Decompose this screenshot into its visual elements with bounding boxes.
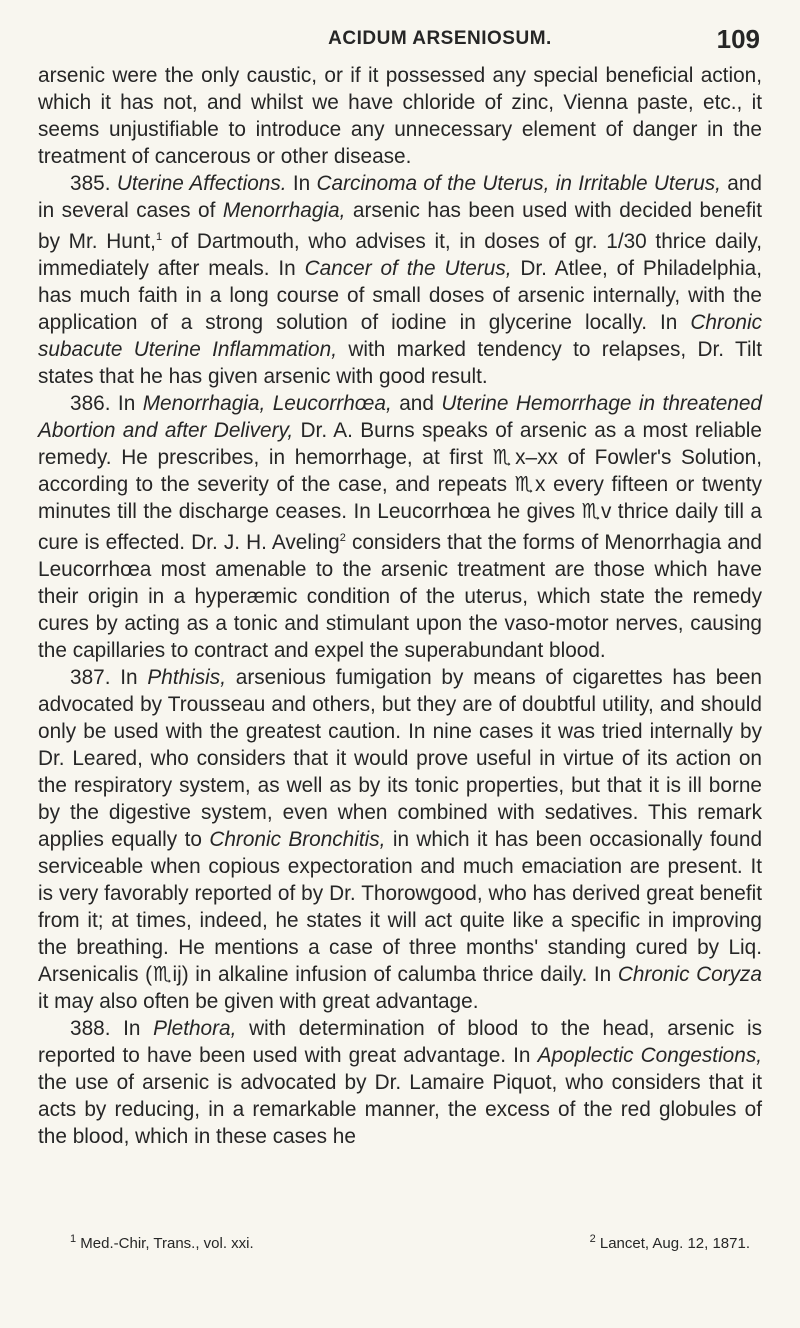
footnote-2 (590, 1233, 750, 1252)
text-run: considers that the forms of Menorrhagia and Leucorrhœa most amenable to the arsenic treatment are those which have their origin in a hyperæmic condition of the uterus, which state the remedy cures by acting as a tonic and stimulant upon the vaso-motor nerves, causing the capillaries to contract and expel the superabundant blood. (38, 530, 762, 662)
italic-term: Uterine Affections. (116, 172, 287, 195)
footnote-ref: 1 (155, 231, 163, 243)
paragraph-387 (38, 664, 762, 1015)
text-run: Dr. A. Burns speaks of arsenic as a most reliable remedy. He prescribes, in hemorrhage, at first ♏x–xx of Fowler's Solution, according to the severity of the case, and repeats ♏x every fifteen or twenty minutes till the discharge ceases. In Leucorrhœa he gives ♏v thrice daily till a cure is effected. Dr. J. H. Aveling (38, 418, 762, 554)
text-run: Dr. Atlee, of Philadelphia, has much faith in a long course of small doses of arsenic internally, with the application of a strong solution of iodine in glycerine locally. In (38, 256, 762, 334)
text-run: and in several cases of (38, 172, 762, 222)
page-header (160, 24, 760, 58)
footnote-mark: 2 (589, 1233, 596, 1245)
italic-term: Chronic subacute Uterine Inflammation, (38, 310, 762, 361)
italic-term: Menorrhagia, Leucorrhœa, (142, 391, 392, 415)
text-run: in which it has been occasionally found serviceable when copious expectoration and much emaciation are present. It is very favorably reported of by Dr. Thorowgood, who has derived great benefit from it; at times, indeed, he states it will act quite like a specific in improving the breathing. He mentions a case of three months' standing cured by Liq. Arsenicalis (♏ij) in alkaline infusion of calumba thrice daily. In (38, 827, 763, 986)
text-run: In (286, 172, 317, 195)
page-number: 109 (716, 24, 760, 54)
text-run: arsenious fumigation by means of cigarettes has been advocated by Trousseau and others, but they are of doubtful utility, and should only be used with the greatest caution. In nine cases it was tried internally by Dr. Leared, who considers that it would prove useful in virtue of its action on the respiratory system, as well as by its tonic properties, but that it is ill borne by the digestive system, even when combined with sedatives. This remark applies equally to (38, 665, 762, 851)
text-run: arsenic were the only caustic, or if it possessed any special beneficial action, which it has not, and whilst we have chloride of zinc, Vienna paste, etc., it seems unjustifiable to introduce any unnecessary element of danger in the treatment of cancerous or other disease. (38, 64, 762, 168)
text-run: arsenic has been used with decided benefit by Mr. Hunt, (38, 199, 762, 253)
body-text (38, 62, 762, 1150)
text-run: of Dartmouth, who advises it, in doses of gr. 1/30 thrice daily, immediately after meals. In (38, 229, 762, 280)
italic-term: Apoplectic Congestions, (537, 1043, 762, 1067)
text-run: with marked tendency to relapses, Dr. Tilt states that he has given arsenic with good result. (38, 337, 762, 388)
text-run: 388. In (70, 1016, 154, 1040)
italic-term: Menorrhagia, (222, 199, 346, 222)
footnotes (70, 1233, 750, 1252)
footnote-mark: 1 (70, 1233, 77, 1245)
text-run: 385. (70, 172, 117, 195)
paragraph-continued (38, 62, 762, 170)
paragraph-386 (38, 390, 762, 664)
text-run: the use of arsenic is advocated by Dr. Lamaire Piquot, who considers that it acts by reducing, in a remarkable manner, the excess of the red globules of the blood, which in these cases he (38, 1070, 762, 1148)
paragraph-388 (38, 1015, 762, 1150)
footnote-text: Lancet, Aug. 12, 1871. (599, 1235, 750, 1252)
footnote-text: Med.-Chir, Trans., vol. xxi. (80, 1235, 254, 1252)
italic-term: Cancer of the Uterus, (304, 256, 512, 280)
italic-term: Phthisis, (147, 665, 226, 689)
italic-term: Chronic Bronchitis, (209, 827, 386, 851)
italic-term: Chronic Coryza (617, 962, 762, 986)
text-run: it may also often be given with great advantage. (38, 989, 479, 1013)
paragraph-385 (38, 170, 762, 390)
italic-term: Plethora, (153, 1016, 237, 1040)
text-run: 387. In (70, 665, 148, 689)
footnote-ref: 2 (339, 531, 346, 544)
text-run: 386. In (70, 391, 143, 415)
text-run: and (391, 391, 442, 415)
footnote-1 (70, 1233, 254, 1252)
running-title: ACIDUM ARSENIOSUM. (328, 28, 552, 49)
italic-term: Carcinoma of the Uterus, in Irritable Uterus, (316, 172, 721, 195)
text-run: with determination of blood to the head, arsenic is reported to have been used with great advantage. In (38, 1016, 762, 1067)
italic-term: Uterine Hemorrhage in threatened Abortion and after Delivery, (38, 391, 762, 442)
